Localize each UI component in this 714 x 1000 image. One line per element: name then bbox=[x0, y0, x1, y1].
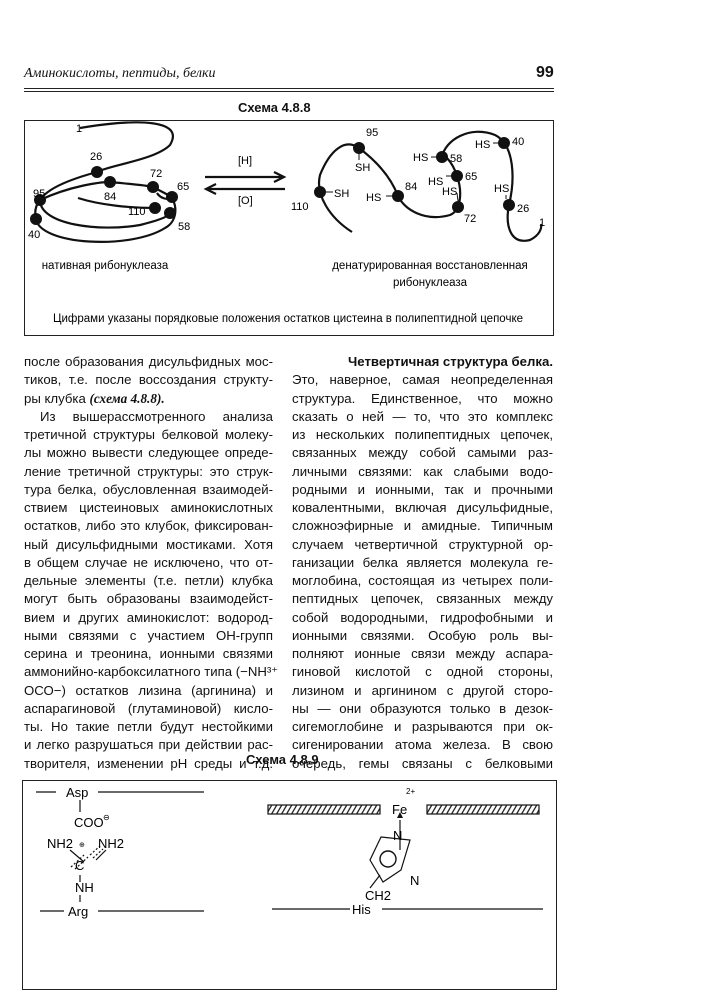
text-line: аспарагиновой (глутаминовой) кисло- bbox=[24, 700, 273, 716]
text-line: ковалентными, включая дисульфидные, bbox=[292, 500, 553, 515]
residue-label: 84 bbox=[405, 181, 418, 193]
text-line: сигенировании атома железа. В свою bbox=[292, 737, 553, 753]
negative-charge-icon: ⊖ bbox=[103, 813, 110, 822]
carboxylate-label: COO bbox=[74, 815, 104, 830]
text-line: остатков, либо это клубок, фиксирован- bbox=[24, 518, 273, 534]
residue-label: 40 bbox=[512, 136, 525, 148]
residue-label: 40 bbox=[28, 229, 41, 241]
text-line: ление третичной структуры: это струк- bbox=[24, 463, 273, 479]
text-line: ОСО−) остатков лизина (аргинина) и bbox=[24, 682, 273, 698]
iron-label: Fe bbox=[392, 802, 408, 817]
imino-label: NH bbox=[75, 880, 94, 895]
text-line: моглобина, состоящая из четырех поли- bbox=[292, 573, 553, 588]
arg-label: Arg bbox=[68, 904, 89, 919]
thiol-label: HS bbox=[494, 183, 510, 195]
nitrogen-label: N bbox=[393, 828, 403, 843]
carbon-label: C bbox=[75, 858, 85, 873]
residue-label: 65 bbox=[177, 181, 190, 193]
text-line: гиновой кислотой с одной стороны, bbox=[292, 664, 553, 680]
residue-label: 110 bbox=[291, 201, 309, 213]
text-line: вием и других аминокислот: водород- bbox=[24, 609, 273, 625]
text-line: Из вышерассмотренного анализа bbox=[40, 408, 273, 424]
text-line: и легко разрушаться при действии рас- bbox=[24, 737, 273, 753]
thiol-label: HS bbox=[428, 176, 444, 188]
text-line: лы можно вывести следующее опреде- bbox=[24, 445, 273, 461]
residue-label: 65 bbox=[465, 171, 478, 183]
text-line: сигемоглобине и разрываются при ок- bbox=[292, 719, 553, 734]
methylene-label: CH2 bbox=[365, 888, 392, 903]
text-line: ты. Но такие петли будут нестойкими bbox=[24, 719, 273, 734]
text-line: случаем четвертичной структурной ор- bbox=[292, 536, 553, 552]
text-line: структура. Единственное, что можно bbox=[292, 390, 553, 406]
residue-label: 110 bbox=[128, 206, 146, 218]
left-column bbox=[24, 353, 279, 773]
asp-label: Asp bbox=[66, 785, 89, 800]
text-line: могут быть образованы взаимодейст- bbox=[24, 591, 273, 607]
positive-charge-icon: ⊕ bbox=[79, 842, 85, 849]
residue-label: 72 bbox=[464, 213, 477, 225]
right-column bbox=[292, 353, 553, 773]
residue-label: 26 bbox=[517, 203, 530, 215]
denatured-caption: денатурированная восстановленная bbox=[332, 260, 528, 272]
iron-charge-label: 2+ bbox=[406, 787, 416, 796]
ribonuclease-diagram bbox=[0, 0, 714, 340]
text-line: пептидных цепочек, связанных между bbox=[292, 591, 553, 607]
text-line: личными связями: как слабыми водо- bbox=[292, 463, 553, 479]
text-line: собой водородными, гидрофобными и bbox=[292, 609, 553, 625]
text-line: после образования дисульфидных мос- bbox=[24, 354, 273, 369]
page-number: 99 bbox=[536, 64, 554, 81]
native-caption: нативная рибонуклеаза bbox=[41, 260, 169, 272]
thiol-label: HS bbox=[475, 139, 491, 151]
residue-label: 95 bbox=[366, 127, 379, 139]
text-line: ры клубка (схема 4.8.8). bbox=[24, 390, 165, 406]
text-line: ствием цистеиновых аминокислотных bbox=[24, 500, 273, 515]
scheme-title: Схема 4.8.9 bbox=[246, 752, 319, 767]
text-line: аммонийно-карбоксилатного типа (−NH³⁺ bbox=[24, 664, 279, 680]
nitrogen-label: N bbox=[410, 873, 420, 888]
section-heading: Четвертичная структура белка. bbox=[348, 354, 553, 369]
his-label: His bbox=[352, 902, 371, 917]
scheme-footnote: Цифрами указаны порядковые положения остатков цистеина в полипептидной цепочке bbox=[52, 313, 524, 325]
ionic-bond-diagram bbox=[0, 770, 714, 1000]
oxidation-label: [O] bbox=[238, 195, 253, 207]
scheme-title: Схема 4.8.8 bbox=[238, 100, 311, 115]
text-line: тиков, т.е. после воссоздания структу- bbox=[24, 372, 273, 388]
text-line: связанных между собой самыми раз- bbox=[292, 445, 553, 461]
residue-label: 95 bbox=[33, 188, 46, 200]
thiol-label: SH bbox=[334, 188, 350, 200]
text-line: ганизации белка является молекула ге- bbox=[292, 554, 553, 570]
text-line: тура белка, обусловленная взаимодей- bbox=[24, 481, 273, 497]
thiol-label: SH bbox=[355, 162, 371, 174]
text-line: ный дисульфидными мостиками. Хотя bbox=[24, 536, 273, 552]
residue-label: 58 bbox=[450, 153, 463, 165]
thiol-label: HS bbox=[366, 192, 382, 204]
text-line: серина и треонина, ионными связями bbox=[24, 646, 273, 661]
residue-label: 72 bbox=[150, 168, 163, 180]
text-line: лизином и аргинином с другой сторо- bbox=[292, 682, 553, 698]
residue-label: 58 bbox=[178, 221, 191, 233]
residue-label: 1 bbox=[76, 123, 83, 135]
denatured-caption: рибонуклеаза bbox=[392, 277, 468, 289]
running-head: Аминокислоты, пептиды, белки bbox=[24, 66, 216, 81]
text-line: из нескольких полипептидных цепочек, bbox=[292, 427, 553, 442]
text-line: полняют ионные связи между аспара- bbox=[292, 646, 553, 661]
thiol-label: HS bbox=[413, 152, 429, 164]
text-line: дельные элементы (т.е. петли) клубка bbox=[24, 573, 273, 588]
reduction-label: [H] bbox=[238, 155, 253, 167]
scheme-reference: (схема 4.8.8). bbox=[89, 390, 165, 406]
text-line: сказать о ней — то, что это комплекс bbox=[292, 408, 553, 424]
text-line: ны — они образуются только в дезок- bbox=[292, 700, 553, 716]
residue-label: 26 bbox=[90, 151, 103, 163]
text-line: родными и ионными, так и прочными bbox=[292, 481, 553, 497]
text-line: Это, наверное, самая неопределенная bbox=[292, 372, 553, 388]
text-line: сложноэфирные и амидные. Типичным bbox=[292, 518, 553, 534]
text-line: творителя, изменении pH среды и т.д. bbox=[24, 755, 273, 771]
text-line: в общем случае не исключено, что от- bbox=[24, 554, 273, 570]
amino-label: NH2 bbox=[47, 836, 74, 851]
text-line: третичной структуры белковой молеку- bbox=[24, 427, 273, 442]
residue-label: 84 bbox=[104, 191, 117, 203]
amino-label: NH2 bbox=[98, 836, 125, 851]
text-line: очередь, гемы связаны с белковыми bbox=[292, 755, 553, 771]
residue-label: 1 bbox=[539, 217, 546, 229]
text-line: ными связями с участием ОН-групп bbox=[24, 627, 273, 643]
text-line: ионными связями. Особую роль вы- bbox=[292, 627, 553, 643]
thiol-label: HS bbox=[442, 186, 458, 198]
